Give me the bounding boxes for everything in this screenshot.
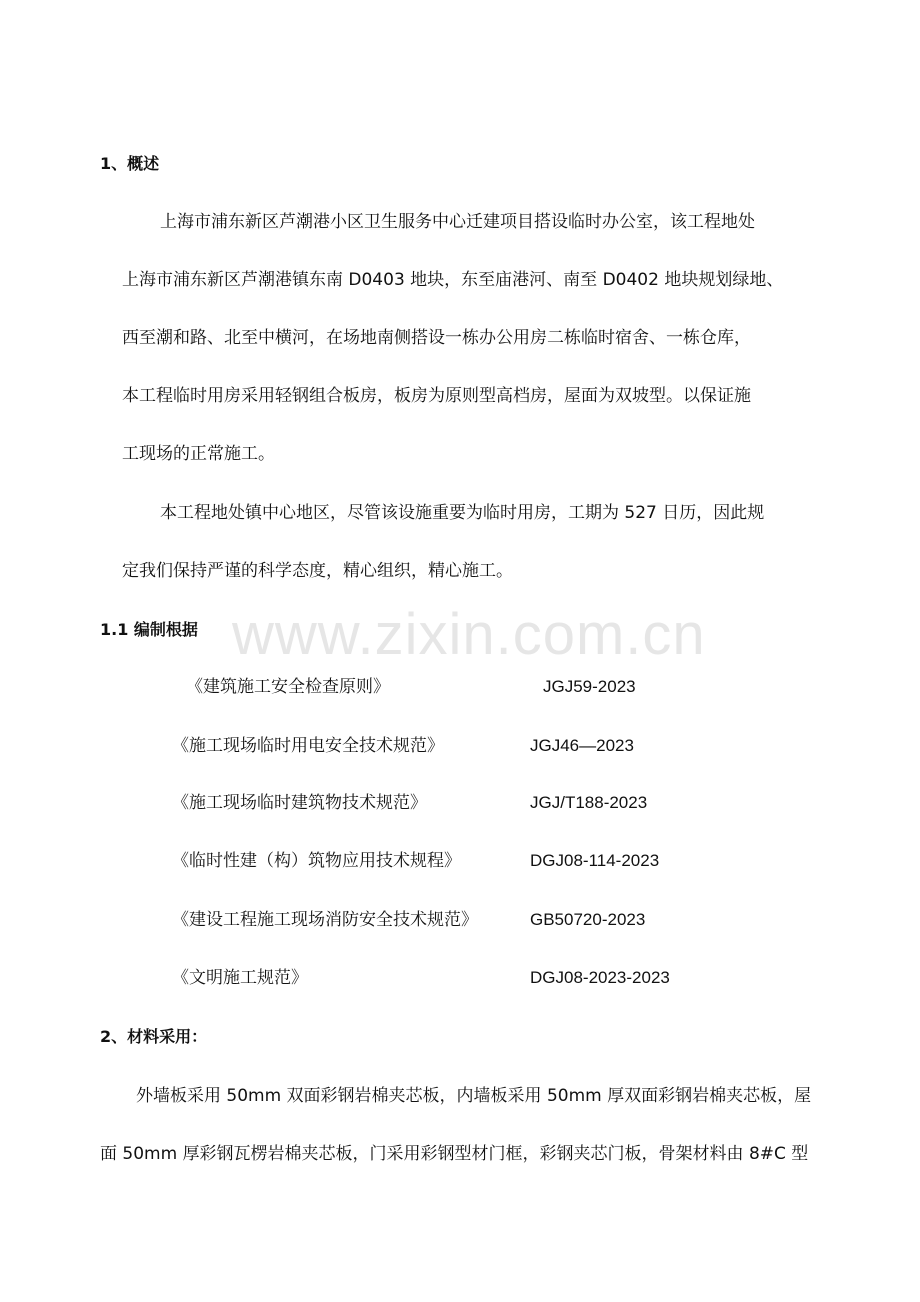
- paragraph-line: 上海市浦东新区芦潮港小区卫生服务中心迁建项目搭设临时办公室，该工程地处: [160, 212, 755, 232]
- section-heading-basis: 1.1 编制根据: [100, 620, 198, 639]
- paragraph-line: 外墙板采用 50mm 双面彩钢岩棉夹芯板，内墙板采用 50mm 厚双面彩钢岩棉夹芯板，屋: [136, 1086, 812, 1106]
- watermark: www.zixin.com.cn: [232, 602, 706, 667]
- reference-title: 《施工现场临时用电安全技术规范》: [172, 736, 444, 756]
- reference-code: DGJ08-2023-2023: [530, 968, 670, 987]
- reference-code: JGJ46—2023: [530, 736, 634, 755]
- reference-code: DGJ08-114-2023: [530, 851, 660, 870]
- paragraph-line: 面 50mm 厚彩钢瓦楞岩棉夹芯板，门采用彩钢型材门框，彩钢夹芯门板，骨架材料由 8#C 型: [100, 1144, 809, 1164]
- paragraph-line: 定我们保持严谨的科学态度，精心组织，精心施工。: [122, 561, 513, 581]
- paragraph-line: 本工程地处镇中心地区，尽管该设施重要为临时用房，工期为 527 日历，因此规: [160, 503, 765, 523]
- section-heading-overview: 1、概述: [100, 154, 160, 173]
- reference-code: JGJ59-2023: [543, 677, 636, 696]
- paragraph-line: 上海市浦东新区芦潮港镇东南 D0403 地块，东至庙港河、南至 D0402 地块规划绿地、: [122, 270, 784, 290]
- paragraph-line: 本工程临时用房采用轻钢组合板房，板房为原则型高档房，屋面为双坡型。以保证施: [122, 386, 751, 406]
- reference-title: 《施工现场临时建筑物技术规范》: [172, 793, 427, 813]
- reference-code: JGJ/T188-2023: [530, 793, 648, 812]
- reference-title: 《建筑施工安全检查原则》: [186, 677, 390, 697]
- reference-code: GB50720-2023: [530, 910, 646, 929]
- section-heading-materials: 2、材料采用：: [100, 1027, 208, 1046]
- reference-title: 《建设工程施工现场消防安全技术规范》: [172, 910, 478, 930]
- reference-title: 《临时性建（构）筑物应用技术规程》: [172, 851, 461, 871]
- paragraph-line: 工现场的正常施工。: [122, 444, 275, 464]
- reference-title: 《文明施工规范》: [172, 968, 308, 988]
- paragraph-line: 西至潮和路、北至中横河，在场地南侧搭设一栋办公用房二栋临时宿舍、一栋仓库，: [122, 328, 751, 348]
